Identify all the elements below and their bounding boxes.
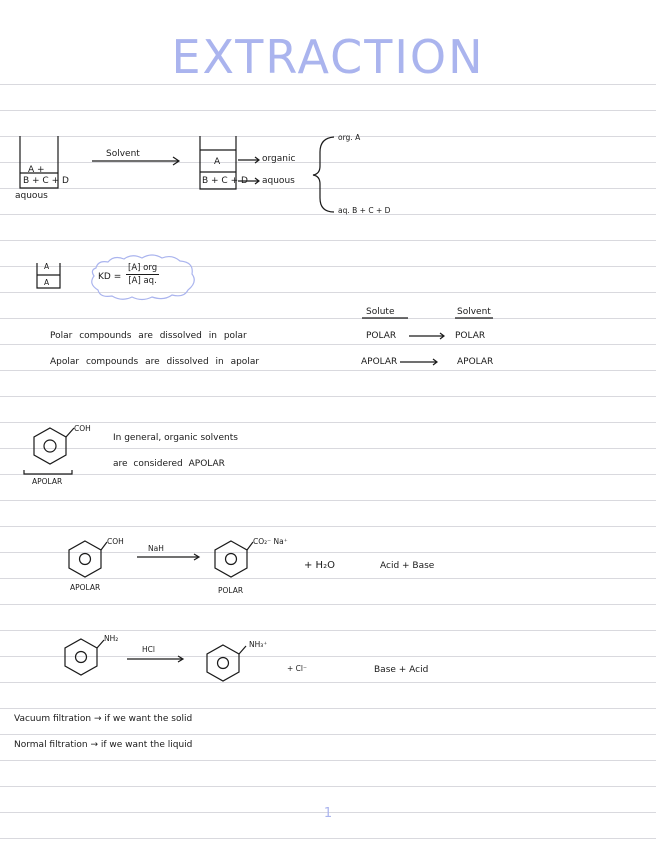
kd-denominator: [A] aq. [128, 276, 157, 286]
polarity-row-2-text: Apolar compounds are dissolved in apolar [50, 357, 260, 367]
benzene-ring-5-left [65, 639, 97, 675]
polarity-row-2-solvent: APOLAR [457, 357, 494, 367]
byproduct-5: + Cl⁻ [287, 664, 307, 673]
normal-filtration-note: Normal filtration → if we want the liquid [14, 740, 193, 750]
organic-layer-label: organic [262, 154, 296, 164]
beaker-1-caption: aquous [15, 191, 48, 201]
reagent-5: HCl [142, 645, 155, 654]
beaker-2-bottom-label: B + C + D [202, 176, 248, 186]
byproduct-4: + H₂O [304, 560, 335, 571]
summary-5: Base + Acid [374, 665, 429, 675]
aqueous-layer-label: aquous [262, 176, 295, 186]
tube-bottom-label: A [44, 278, 50, 287]
substituent-4-right: CO₂⁻ Na⁺ [253, 537, 288, 546]
benzene-inner-circle-5-left [76, 652, 87, 663]
brace-bottom-label: aq. B + C + D [338, 206, 391, 215]
kd-label: KD = [98, 272, 122, 282]
vacuum-filtration-note: Vacuum filtration → if we want the solid [14, 714, 193, 724]
benzene-ring-5-right [207, 645, 239, 681]
brace-top-label: org. A [338, 133, 361, 142]
polarity-row-1-solvent: POLAR [455, 331, 486, 341]
solvent-column-header: Solvent [457, 307, 491, 317]
solute-column-header: Solute [366, 307, 395, 317]
kd-numerator: [A] org [128, 263, 158, 273]
solvent-arrow-label: Solvent [106, 149, 140, 159]
tube-top-label: A [44, 262, 50, 271]
beaker-1-bottom-label: B + C + D [23, 176, 69, 186]
benzene-bond-5-left [97, 640, 104, 648]
general-note-line-1: In general, organic solvents [113, 433, 238, 443]
polarity-row-1-solute: POLAR [366, 331, 397, 341]
substituent-3: COH [74, 424, 91, 433]
apolar-caption-4: APOLAR [70, 583, 101, 592]
apolar-caption-3: APOLAR [32, 477, 63, 486]
substituent-5-left: NH₂ [104, 634, 119, 643]
benzene-inner-circle-5-right [218, 658, 229, 669]
beaker-2-top-label: A [214, 157, 221, 167]
polarity-row-2-solute: APOLAR [361, 357, 398, 367]
reagent-4: NaH [148, 544, 164, 553]
page-title: EXTRACTION [171, 30, 485, 84]
substituent-4-left: COH [107, 537, 124, 546]
general-note-line-2: are considered APOLAR [113, 459, 225, 469]
beaker-1-top-label: A + [28, 165, 45, 175]
polarity-row-1-text: Polar compounds are dissolved in polar [50, 331, 247, 341]
benzene-bond-5-right [239, 646, 246, 654]
summary-4: Acid + Base [380, 561, 435, 571]
substituent-5-right: NH₃⁺ [249, 640, 268, 649]
page-number: 1 [323, 806, 333, 821]
polar-caption-4: POLAR [218, 586, 244, 595]
